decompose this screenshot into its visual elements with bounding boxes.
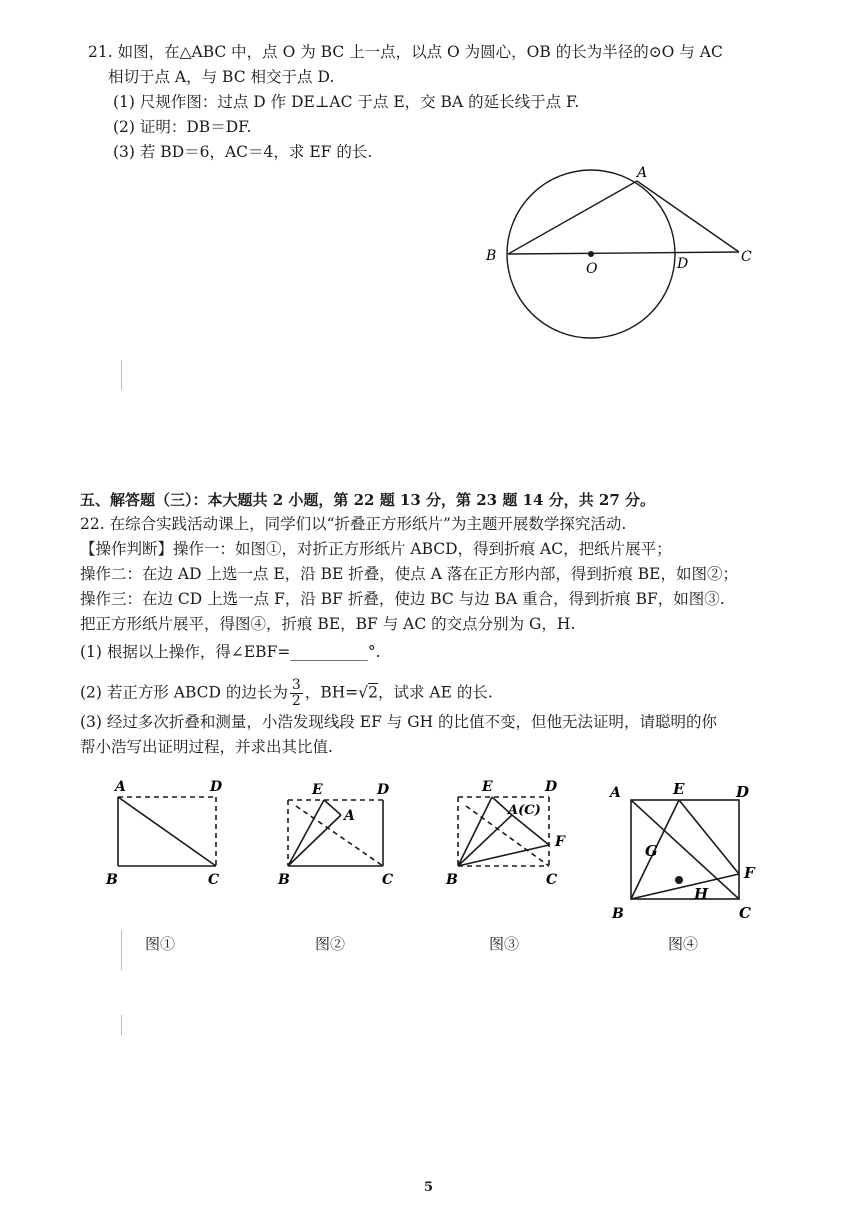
margin-mark xyxy=(121,1015,122,1035)
fraction-numerator: 3 xyxy=(291,677,301,693)
q22-q3-line1: (3) 经过多次折叠和测量，小浩发现线段 EF 与 GH 的比值不变，但他无法证明，请聪明的你 xyxy=(80,713,718,731)
fig3-label-f: F xyxy=(555,834,565,850)
q22-q1-prefix: (1) 根据以上操作，得∠EBF= xyxy=(80,643,291,661)
q22-q2-prefix: (2) 若正方形 ABCD 的边长为 xyxy=(80,683,288,702)
q21-stem-line1: 21. 如图，在△ABC 中，点 O 为 BC 上一点，以点 O 为圆心，OB 的长为半径的⊙O 与 AC xyxy=(88,43,723,61)
q22-op4: 把正方形纸片展平，得图④，折痕 BE，BF 与 AC 的交点分别为 G，H. xyxy=(80,615,576,633)
fig3-label-d: D xyxy=(545,779,558,795)
fig3-label-ac: A(C) xyxy=(508,803,541,818)
figure-2-caption: 图② xyxy=(315,935,346,953)
q22-op3: 操作三：在边 CD 上选一点 F，沿 BF 折叠，使边 BC 与边 BA 重合，得到折痕 BF，如图③. xyxy=(80,590,725,608)
fig2-label-c: C xyxy=(382,872,394,888)
fig1-label-b: B xyxy=(106,872,118,888)
fig4-crease-bf xyxy=(631,874,739,899)
fig4-label-a: A xyxy=(610,785,621,801)
fig2-label-e: E xyxy=(312,782,323,798)
label-d: D xyxy=(677,256,689,272)
figure-1-caption: 图① xyxy=(145,935,176,953)
fig3-label-c: C xyxy=(546,872,558,888)
fig3-crease-be xyxy=(458,797,492,866)
label-a: A xyxy=(637,165,648,181)
fig1-label-a: A xyxy=(115,779,126,795)
fig4-dot xyxy=(675,876,683,884)
fig2-diagonal-ac xyxy=(296,806,383,866)
q22-op1: 【操作判断】操作一：如图①，对折正方形纸片 ABCD，得到折痕 AC，把纸片展平； xyxy=(80,540,672,558)
fig4-label-d: D xyxy=(736,783,750,801)
q21-part3: (3) 若 BD＝6，AC＝4，求 EF 的长. xyxy=(113,143,373,161)
page-number: 5 xyxy=(424,1180,434,1195)
fig3-label-e: E xyxy=(482,779,493,795)
fig4-line-ef xyxy=(679,800,739,874)
fig2-crease-be xyxy=(288,800,324,866)
label-c: C xyxy=(741,249,752,265)
q22-op2: 操作二：在边 AD 上选一点 E，沿 BE 折叠，使点 A 落在正方形内部，得到折痕 BE，如图②； xyxy=(80,565,738,583)
fig4-label-h: H xyxy=(694,885,709,903)
fig2-line-ba-prime xyxy=(288,815,341,866)
fig1-label-d: D xyxy=(210,779,223,795)
fig3-label-b: B xyxy=(446,872,458,888)
fig1-diagonal-ac xyxy=(118,797,216,866)
fig4-label-e: E xyxy=(673,780,685,798)
fig3-line-af xyxy=(512,815,549,845)
fig2-label-b: B xyxy=(278,872,290,888)
q22-q2-mid: ，BH= xyxy=(304,683,359,702)
fig3-line-ba xyxy=(458,815,512,866)
figure-3 xyxy=(445,779,566,888)
q21-stem-line2: 相切于点 A，与 BC 相交于点 D. xyxy=(108,68,335,86)
q21-part1: (1) 尺规作图：过点 D 作 DE⊥AC 于点 E，交 BA 的延长线于点 F. xyxy=(113,93,580,111)
sqrt-sign: √ xyxy=(358,683,369,702)
figure-4 xyxy=(608,780,756,922)
figure-4-caption: 图④ xyxy=(668,935,699,953)
figure-3-caption: 图③ xyxy=(489,935,520,953)
label-b: B xyxy=(486,248,497,264)
figure-1 xyxy=(105,779,223,888)
fig1-label-c: C xyxy=(208,872,220,888)
q21-part2: (2) 证明：DB＝DF. xyxy=(113,118,252,136)
label-o: O xyxy=(586,261,598,277)
fig4-label-f: F xyxy=(744,864,755,882)
fraction-denominator: 2 xyxy=(291,693,301,709)
margin-mark xyxy=(121,930,122,970)
figure-2 xyxy=(277,782,393,888)
fig2-line-ea-prime xyxy=(324,800,341,815)
fig4-label-g: G xyxy=(645,842,658,860)
q22-q3-line2: 帮小浩写出证明过程，并求出其比值. xyxy=(80,738,333,756)
q22-q2-suffix: ，试求 AE 的长. xyxy=(378,683,493,702)
fig4-label-b: B xyxy=(612,906,624,922)
fig2-label-a: A xyxy=(344,808,355,824)
sqrt-radicand: 2 xyxy=(368,683,378,702)
q22-intro: 22. 在综合实践活动课上，同学们以“折叠正方形纸片”为主题开展数学探究活动. xyxy=(80,515,627,533)
q22-q1-suffix: °. xyxy=(367,643,381,661)
q22-q1-blank: __________ xyxy=(290,643,368,661)
section5-heading: 五、解答题（三）：本大题共 2 小题，第 22 题 13 分，第 23 题 14 分，共 27 分。 xyxy=(80,491,655,509)
fig2-label-d: D xyxy=(377,782,390,798)
fig4-label-c: C xyxy=(739,904,751,922)
